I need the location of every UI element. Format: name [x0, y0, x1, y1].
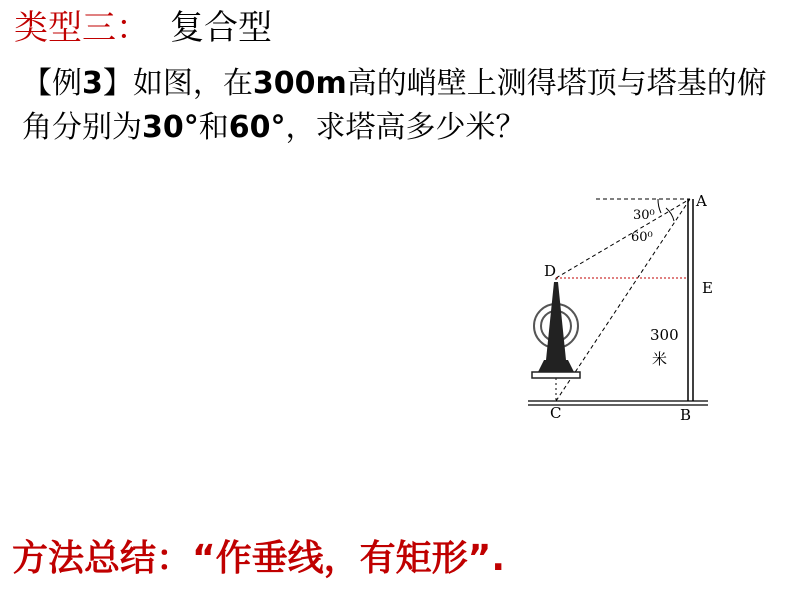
method-summary: 方法总结：“作垂线，有矩形”. [12, 538, 505, 579]
sight-line-ac [556, 199, 690, 401]
problem-part5: ，求塔高多少米？ [285, 110, 526, 145]
title-text: 复合型 [170, 8, 272, 48]
example-number: 3 [82, 66, 103, 101]
label-e: E [702, 279, 713, 297]
angle-arc-30 [658, 199, 661, 213]
sight-line-ad [556, 199, 690, 278]
label-a: A [696, 192, 707, 210]
problem-part4: 和 [198, 110, 229, 145]
angle-30: 30° [142, 110, 199, 145]
label-c: C [550, 404, 562, 422]
label-300: 300 [650, 326, 679, 344]
problem-part2: 】如图，在 [102, 66, 253, 101]
angle-60: 60° [228, 110, 286, 145]
angle-arc-60 [666, 208, 674, 221]
label-unit: 米 [652, 350, 668, 368]
label-d: D [544, 262, 557, 280]
cliff-height: 300m [252, 66, 347, 101]
label-b: B [680, 406, 692, 424]
problem-part3: 高的峭壁上测得塔顶与塔基的俯角分别为 [22, 66, 767, 145]
tower-icon [532, 282, 580, 378]
label-angle-30: 30⁰ [633, 208, 655, 223]
problem-part1: 【例 [22, 66, 82, 101]
title-label: 类型三： [14, 8, 150, 48]
label-angle-60: 60⁰ [631, 230, 653, 245]
